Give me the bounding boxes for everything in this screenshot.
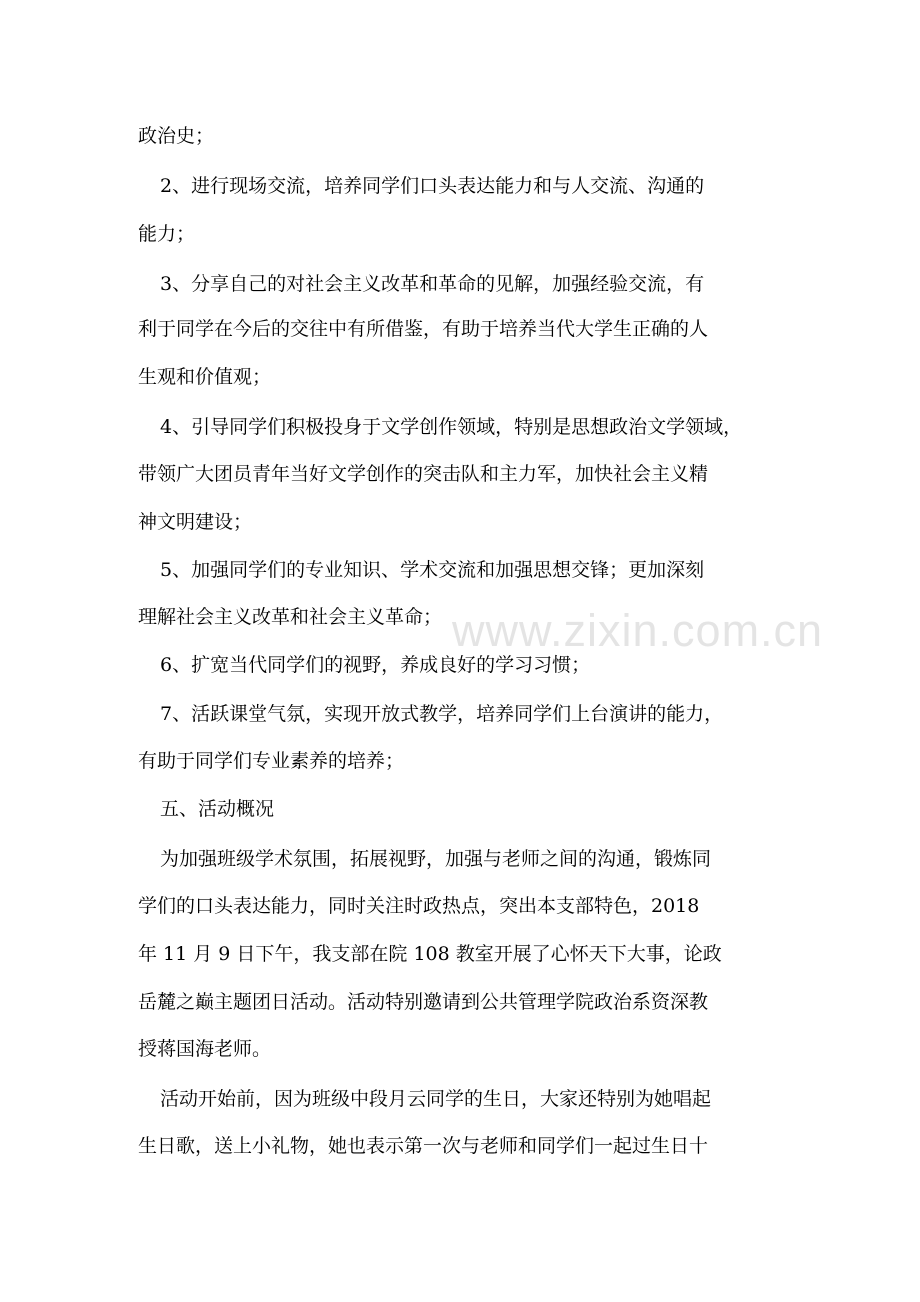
text-line: 学们的口头表达能力，同时关注时政热点，突出本支部特色，2018 [138, 895, 700, 917]
text-line: 理解社会主义改革和社会主义革命； [138, 606, 443, 628]
text-line: 4、引导同学们积极投身于文学创作领域，特别是思想政治文学领域， [160, 416, 743, 438]
text-line: 6、扩宽当代同学们的视野，养成良好的学习习惯； [160, 654, 591, 676]
text-line: 授蒋国海老师。 [138, 1038, 272, 1060]
watermark: www.zixin.com.cn [452, 605, 824, 656]
text-line: 活动开始前，因为班级中段月云同学的生日，大家还特别为她唱起 [160, 1088, 712, 1110]
section-heading: 五、活动概况 [160, 798, 275, 820]
text-line: 7、活跃课堂气氛，实现开放式教学，培养同学们上台演讲的能力， [160, 703, 724, 725]
text-line: 生日歌，送上小礼物，她也表示第一次与老师和同学们一起过生日十 [138, 1135, 709, 1157]
text-line: 年 11 月 9 日下午，我支部在院 108 教室开展了心怀天下大事，论政 [138, 943, 722, 965]
text-line: 有助于同学们专业素养的培养； [138, 750, 405, 772]
text-line: 利于同学在今后的交往中有所借鉴，有助于培养当代大学生正确的人 [138, 318, 709, 340]
text-line: 政治史； [138, 125, 215, 147]
text-line: 能力； [138, 223, 196, 245]
text-line: 为加强班级学术氛围，拓展视野，加强与老师之间的沟通，锻炼同 [160, 848, 712, 870]
text-line: 5、加强同学们的专业知识、学术交流和加强思想交锋；更加深刻 [160, 559, 705, 581]
text-line: 神文明建设； [138, 511, 253, 533]
text-line: 3、分享自己的对社会主义改革和革命的见解，加强经验交流，有 [160, 273, 705, 295]
text-line: 生观和价值观； [138, 366, 272, 388]
text-line: 岳麓之巅主题团日活动。活动特别邀请到公共管理学院政治系资深教 [138, 991, 709, 1013]
text-line: 2、进行现场交流，培养同学们口头表达能力和与人交流、沟通的 [160, 175, 705, 197]
text-line: 带领广大团员青年当好文学创作的突击队和主力军，加快社会主义精 [138, 463, 709, 485]
